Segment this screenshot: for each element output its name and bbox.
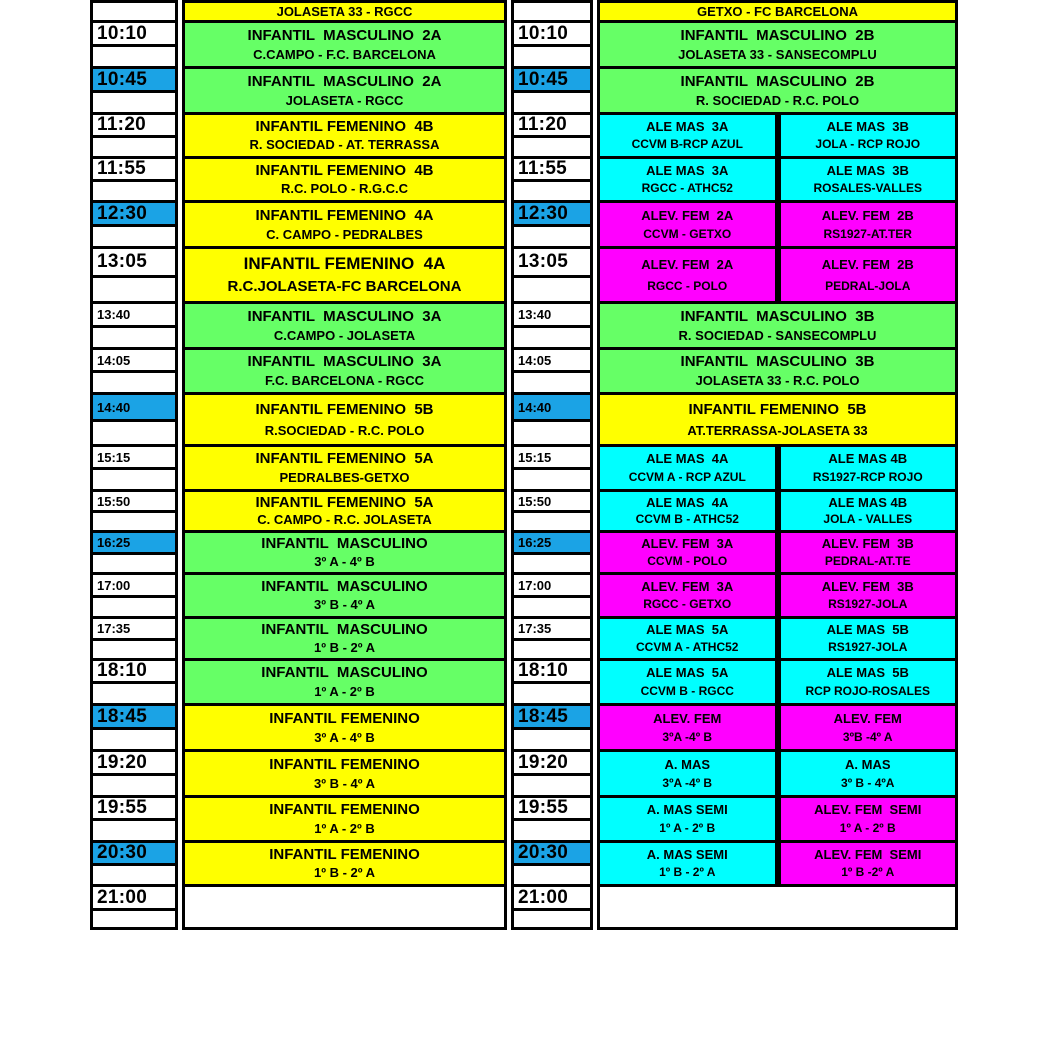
time-cell: 18:10 [511,658,593,681]
time-blank-cell [90,727,178,749]
match-row [597,246,958,301]
match-subcell [778,489,959,530]
match-schedule-table [90,0,958,936]
category-text: INFANTIL MASCULINO 3A [247,307,442,325]
time-blank-cell [511,681,593,703]
match-text: 1º A - 2º B [659,821,716,836]
match-text: JOLASETA 33 - RGCC [276,3,413,19]
match-subcell [778,703,959,749]
match-text: JOLASETA - RGCC [285,92,404,108]
time-blank-cell [90,595,178,616]
category-text: ALEV. FEM [833,710,902,726]
match-subcell [597,749,778,795]
match-subcell [778,795,959,840]
category-text: ALEV. FEM 3B [821,578,914,594]
match-text: AT.TERRASSA-JOLASETA 33 [687,422,868,438]
time-blank-cell [90,135,178,156]
category-text: INFANTIL FEMENINO [269,755,420,773]
match-text: GETXO - FC BARCELONA [696,3,859,19]
match-text: ROSALES-VALLES [813,181,922,196]
match-subcell [778,572,959,616]
category-text: ALE MAS 3B [826,162,909,178]
category-text: INFANTIL MASCULINO [261,535,428,553]
match-text: 1º A - 2º B [839,821,896,836]
match-text: 1º B -2º A [841,865,895,880]
match-text: PEDRALBES-GETXO [279,470,410,486]
category-text: A. MAS SEMI [646,846,728,862]
category-text: ALEV. FEM [653,710,722,726]
category-text: INFANTIL MASCULINO [261,577,428,595]
match-cell [597,392,958,444]
time-cell: 13:05 [90,246,178,275]
time-cell: 19:20 [511,749,593,773]
match-cell [182,301,507,347]
time-blank-cell [511,370,593,392]
match-text: 1º B - 2º A [659,865,716,880]
match-text: RGCC - GETXO [643,597,732,612]
category-text: INFANTIL FEMENINO 5B [255,400,434,418]
match-text: 3º A - 4º B [314,554,375,570]
category-text: ALEV. FEM 2A [641,207,734,223]
match-subcell [778,112,959,156]
match-cell [182,112,507,156]
time-blank-cell [511,727,593,749]
match-text: JOLASETA 33 - R.C. POLO [695,373,860,389]
time-cell: 19:55 [511,795,593,818]
time-cell: 10:10 [511,20,593,44]
match-cell [182,392,507,444]
time-cell: 19:55 [90,795,178,818]
match-subcell [597,156,778,200]
match-cell [597,301,958,347]
time-blank-cell [511,90,593,112]
time-blank-cell [90,863,178,884]
time-cell: 15:15 [511,444,593,467]
time-cell: 17:00 [511,572,593,595]
time-blank-cell [511,908,593,930]
match-subcell [778,840,959,884]
time-blank-cell [90,224,178,246]
time-cell: 10:45 [90,66,178,90]
time-cell: 10:45 [511,66,593,90]
match-cell [182,489,507,530]
match-row [597,749,958,795]
time-column-left [90,0,178,930]
match-text: 3ºB -4º A [842,729,893,744]
category-text: INFANTIL FEMENINO 4B [255,117,434,135]
match-subcell [597,703,778,749]
category-text: INFANTIL MASCULINO 2A [247,72,442,90]
time-cell: 20:30 [511,840,593,863]
category-text: INFANTIL MASCULINO [261,664,428,682]
time-blank-cell [511,638,593,658]
match-text: RCP ROJO-ROSALES [805,684,930,699]
time-cell: 14:05 [90,347,178,370]
time-blank-cell [511,0,593,20]
match-text: RGCC - ATHC52 [641,181,733,196]
category-text: A. MAS [845,756,891,772]
match-row [597,112,958,156]
time-blank-cell [90,370,178,392]
category-text: ALE MAS 3B [826,118,909,134]
match-subcell [597,795,778,840]
time-blank-cell [90,818,178,840]
match-text: 1º B - 2º A [313,640,376,656]
category-text: ALEV. FEM 2B [821,207,914,223]
match-cell [597,347,958,392]
time-blank-cell [511,510,593,530]
match-text: CCVM B - ATHC52 [635,512,739,527]
match-text: 3º B - 4ºA [841,775,895,790]
match-cell [182,347,507,392]
time-blank-cell [511,773,593,795]
time-blank-cell [511,467,593,489]
time-blank-cell [90,275,178,301]
match-cell [182,703,507,749]
time-cell: 10:10 [90,20,178,44]
match-row [597,703,958,749]
category-text: ALE MAS 4B [828,494,908,510]
category-text: INFANTIL FEMENINO 5B [688,400,867,418]
match-subcell [597,489,778,530]
match-cell [182,200,507,246]
category-text: ALE MAS 5A [646,622,729,638]
time-cell: 19:20 [90,749,178,773]
match-row [597,616,958,658]
time-cell: 11:55 [511,156,593,179]
time-cell: 15:50 [90,489,178,510]
match-cell [182,444,507,489]
match-cell [182,156,507,200]
match-cell [182,246,507,301]
time-blank-cell [90,467,178,489]
category-text: A. MAS [664,756,710,772]
match-subcell [597,530,778,572]
time-cell: 17:35 [90,616,178,638]
category-text: INFANTIL FEMENINO [269,845,420,863]
category-text: ALEV. FEM 2B [821,256,914,272]
category-text: ALEV. FEM 3A [641,578,734,594]
match-column-right [597,0,958,930]
time-blank-cell [511,552,593,572]
match-subcell [778,616,959,658]
category-text: INFANTIL FEMENINO 4B [255,161,434,179]
match-subcell [597,444,778,489]
time-cell: 11:55 [90,156,178,179]
category-text: INFANTIL MASCULINO 3B [680,307,875,325]
category-text: INFANTIL MASCULINO 2B [680,72,875,90]
match-row [597,200,958,246]
match-subcell [778,749,959,795]
match-row [597,840,958,884]
match-cell [182,658,507,703]
match-text: C.CAMPO - JOLASETA [273,327,416,343]
category-text: INFANTIL MASCULINO 3A [247,353,442,371]
match-subcell [597,246,778,301]
time-cell: 13:40 [511,301,593,325]
time-blank-cell [511,224,593,246]
time-cell: 17:00 [90,572,178,595]
category-text: A. MAS SEMI [646,802,728,818]
time-cell: 20:30 [90,840,178,863]
time-blank-cell [90,681,178,703]
category-text: INFANTIL FEMENINO [269,801,420,819]
match-text: CCVM A - RCP AZUL [628,470,746,485]
category-text: ALE MAS 4A [646,494,729,510]
time-blank-cell [511,863,593,884]
time-cell: 16:25 [511,530,593,552]
category-text: INFANTIL FEMENINO 5A [255,450,434,468]
time-cell: 11:20 [90,112,178,135]
time-blank-cell [511,44,593,66]
time-cell: 14:40 [511,392,593,419]
match-text: 3º B - 4º A [313,775,376,791]
time-cell: 16:25 [90,530,178,552]
category-text: ALE MAS 5A [646,665,729,681]
match-row [597,572,958,616]
match-cell [182,572,507,616]
time-blank-cell [511,818,593,840]
match-text: 1º A - 2º B [314,684,375,700]
match-row [597,444,958,489]
time-cell: 14:05 [511,347,593,370]
match-text: RS1927-JOLA [828,640,908,655]
match-text: R.C. POLO - R.G.C.C [280,181,409,197]
category-text: ALEV. FEM 3B [821,536,914,552]
match-subcell [597,616,778,658]
match-subcell [597,840,778,884]
match-column-left [182,0,507,930]
time-cell: 21:00 [511,884,593,908]
match-text: R. SOCIEDAD - SANSECOMPLU [678,327,877,343]
category-text: INFANTIL MASCULINO [261,621,428,639]
category-text: ALE MAS 5B [826,665,909,681]
match-cell [182,616,507,658]
match-text: RGCC - POLO [647,278,728,293]
category-text: ALEV. FEM 2A [641,256,734,272]
time-cell: 13:05 [511,246,593,275]
match-cell [597,884,958,930]
match-text: RS1927-AT.TER [823,226,912,241]
match-row [597,530,958,572]
match-row [597,658,958,703]
match-subcell [778,658,959,703]
time-blank-cell [90,419,178,444]
time-blank-cell [90,908,178,930]
match-text: C. CAMPO - R.C. JOLASETA [257,512,432,528]
time-cell: 13:40 [90,301,178,325]
match-row [597,156,958,200]
match-cell [182,20,507,66]
match-subcell [778,444,959,489]
match-row [597,489,958,530]
category-text: ALEV. FEM SEMI [814,802,922,818]
match-text: CCVM - POLO [647,554,728,569]
match-subcell [597,200,778,246]
time-blank-cell [511,275,593,301]
time-blank-cell [90,90,178,112]
time-cell: 17:35 [511,616,593,638]
category-text: ALEV. FEM 3A [641,536,734,552]
match-subcell [597,658,778,703]
match-subcell [778,530,959,572]
match-text: CCVM B - RGCC [640,684,734,699]
match-text: R. SOCIEDAD - R.C. POLO [695,92,860,108]
category-text: ALE MAS 4A [646,451,729,467]
time-cell: 15:15 [90,444,178,467]
match-cell [182,0,507,20]
match-subcell [778,246,959,301]
match-text: RS1927-JOLA [828,597,908,612]
time-cell: 12:30 [90,200,178,224]
match-cell [182,530,507,572]
category-text: ALE MAS 3A [646,118,729,134]
match-text: CCVM B-RCP AZUL [631,137,743,152]
time-cell: 14:40 [90,392,178,419]
match-cell [182,884,507,930]
category-text: INFANTIL FEMENINO 5A [255,493,434,511]
match-text: F.C. BARCELONA - RGCC [264,373,425,389]
time-blank-cell [90,510,178,530]
time-blank-cell [90,179,178,200]
category-text: INFANTIL MASCULINO 3B [680,353,875,371]
match-text: R.SOCIEDAD - R.C. POLO [264,422,425,438]
match-text: PEDRAL-JOLA [825,278,911,293]
time-cell: 18:45 [90,703,178,727]
match-text: 1º A - 2º B [314,821,375,837]
category-text: ALE MAS 5B [826,622,909,638]
match-text: 1º B - 2º A [313,865,376,881]
time-blank-cell [511,595,593,616]
category-text: INFANTIL FEMENINO 4A [243,254,446,274]
match-cell [182,749,507,795]
match-subcell [597,572,778,616]
match-subcell [778,200,959,246]
match-row [597,795,958,840]
match-text: 3º A - 4º B [314,729,375,745]
match-subcell [597,112,778,156]
time-cell: 12:30 [511,200,593,224]
category-text: ALE MAS 3A [646,162,729,178]
category-text: INFANTIL FEMENINO 4A [255,206,434,224]
match-text: RS1927-RCP ROJO [812,470,923,485]
match-subcell [778,156,959,200]
match-text: PEDRAL-AT.TE [824,554,911,569]
time-cell: 11:20 [511,112,593,135]
match-text: R.C.JOLASETA-FC BARCELONA [227,278,462,296]
time-cell: 18:45 [511,703,593,727]
match-text: JOLA - RCP ROJO [815,137,921,152]
time-blank-cell [90,325,178,347]
match-text: CCVM A - ATHC52 [636,640,739,655]
match-cell [597,20,958,66]
time-cell: 18:10 [90,658,178,681]
time-blank-cell [90,638,178,658]
time-blank-cell [90,552,178,572]
match-text: C. CAMPO - PEDRALBES [266,226,423,242]
time-blank-cell [511,419,593,444]
time-column-right [511,0,593,930]
category-text: ALEV. FEM SEMI [814,846,922,862]
match-text: CCVM - GETXO [643,226,732,241]
time-cell: 21:00 [90,884,178,908]
category-text: ALE MAS 4B [828,451,908,467]
time-blank-cell [90,44,178,66]
category-text: INFANTIL MASCULINO 2B [680,26,875,44]
time-blank-cell [90,773,178,795]
match-cell [597,0,958,20]
match-text: 3º B - 4º A [313,597,376,613]
match-text: R. SOCIEDAD - AT. TERRASSA [249,137,440,153]
match-text: JOLA - VALLES [823,512,913,527]
time-blank-cell [511,325,593,347]
match-text: 3ºA -4º B [662,729,713,744]
time-blank-cell [511,179,593,200]
match-text: 3ºA -4º B [662,775,713,790]
time-blank-cell [511,135,593,156]
match-cell [182,840,507,884]
match-cell [597,66,958,112]
match-text: C.CAMPO - F.C. BARCELONA [253,46,436,62]
match-cell [182,795,507,840]
time-cell: 15:50 [511,489,593,510]
match-text: JOLASETA 33 - SANSECOMPLU [678,46,877,62]
category-text: INFANTIL FEMENINO [269,709,420,727]
category-text: INFANTIL MASCULINO 2A [247,26,442,44]
match-cell [182,66,507,112]
time-blank-cell [90,0,178,20]
